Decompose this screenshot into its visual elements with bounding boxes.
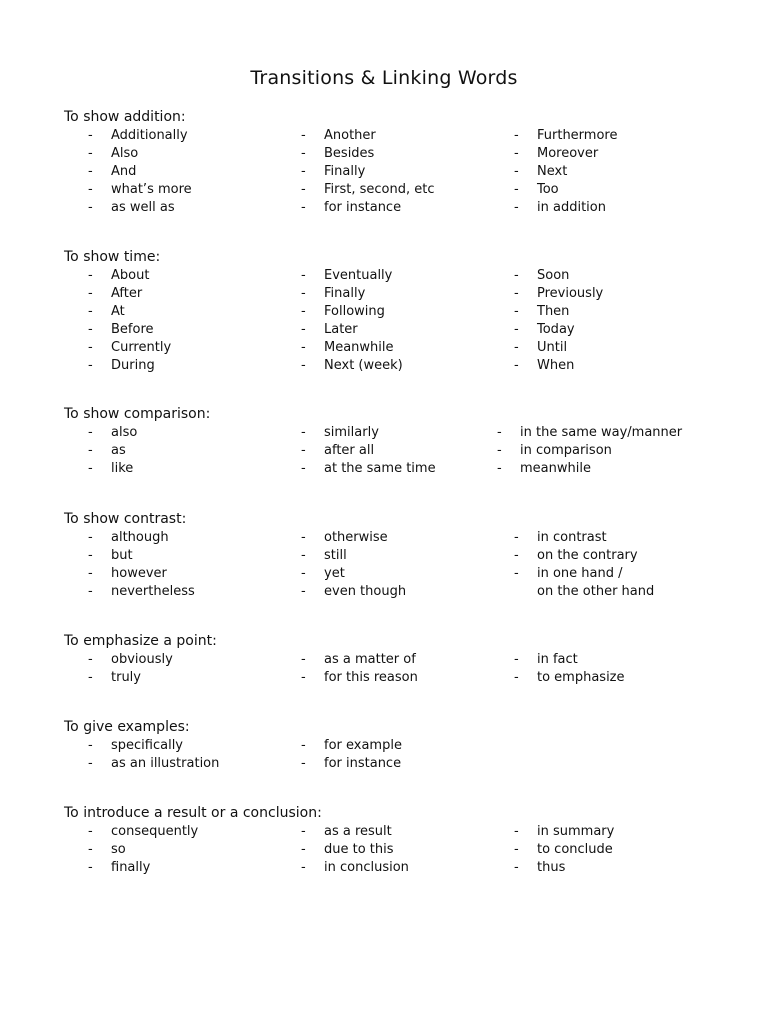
bullet-dash: - xyxy=(88,461,93,476)
list-item-text: nevertheless xyxy=(111,584,195,599)
section xyxy=(64,248,744,373)
list-item-text: Too xyxy=(537,182,559,197)
bullet-dash: - xyxy=(88,443,93,458)
section xyxy=(64,510,744,599)
list-item-text: Before xyxy=(111,322,154,337)
list-item-text: Moreover xyxy=(537,146,599,161)
list-item-text: During xyxy=(111,358,155,373)
list-item-text: as a matter of xyxy=(324,652,416,667)
bullet-dash: - xyxy=(497,425,502,440)
list-item-text: specifically xyxy=(111,738,184,753)
bullet-dash: - xyxy=(514,652,519,667)
section xyxy=(64,405,744,476)
list-item-text: Meanwhile xyxy=(324,340,394,355)
bullet-dash: - xyxy=(301,860,306,875)
list-item-text: as well as xyxy=(111,200,175,215)
list-item-text: Besides xyxy=(324,146,375,161)
bullet-dash: - xyxy=(301,304,306,319)
list-item-text: Next (week) xyxy=(324,358,403,373)
bullet-dash: - xyxy=(301,164,306,179)
list-item-text: Finally xyxy=(324,164,366,179)
bullet-dash: - xyxy=(301,824,306,839)
page-title: Transitions & Linking Words xyxy=(250,67,518,89)
section-heading: To show contrast: xyxy=(64,511,187,527)
bullet-dash: - xyxy=(514,824,519,839)
bullet-dash: - xyxy=(301,670,306,685)
list-item-text: for this reason xyxy=(324,670,418,685)
list-item-text: meanwhile xyxy=(520,461,591,476)
section-heading: To emphasize a point: xyxy=(64,633,217,649)
bullet-dash: - xyxy=(88,842,93,857)
bullet-dash: - xyxy=(88,200,93,215)
bullet-dash: - xyxy=(88,566,93,581)
section-heading: To give examples: xyxy=(64,719,190,735)
bullet-dash: - xyxy=(88,530,93,545)
list-item-text: as xyxy=(111,443,126,458)
bullet-dash: - xyxy=(88,304,93,319)
list-item-text: what’s more xyxy=(111,182,192,197)
list-item-text: Additionally xyxy=(111,128,188,143)
list-item-text: About xyxy=(111,268,150,283)
bullet-dash: - xyxy=(514,566,519,581)
bullet-dash: - xyxy=(514,146,519,161)
list-item-text: in one hand / xyxy=(537,566,623,581)
bullet-dash: - xyxy=(88,824,93,839)
list-item-text: finally xyxy=(111,860,151,875)
list-item-text: after all xyxy=(324,443,375,458)
list-item-text: as a result xyxy=(324,824,392,839)
list-item-text: Furthermore xyxy=(537,128,618,143)
bullet-dash: - xyxy=(88,584,93,599)
list-item-text: Another xyxy=(324,128,376,143)
list-item-text: in conclusion xyxy=(324,860,409,875)
section xyxy=(64,108,744,215)
bullet-dash: - xyxy=(514,670,519,685)
bullet-dash: - xyxy=(301,425,306,440)
bullet-dash: - xyxy=(88,756,93,771)
bullet-dash: - xyxy=(514,286,519,301)
bullet-dash: - xyxy=(88,358,93,373)
list-item-text: to conclude xyxy=(537,842,613,857)
list-item-text: First, second, etc xyxy=(324,182,435,197)
list-item-text: on the other hand xyxy=(537,584,655,599)
list-item-text: also xyxy=(111,425,138,440)
bullet-dash: - xyxy=(301,358,306,373)
bullet-dash: - xyxy=(301,652,306,667)
list-item-text: however xyxy=(111,566,167,581)
list-item-text: Previously xyxy=(537,286,604,301)
list-item-text: in the same way/manner xyxy=(520,425,683,440)
bullet-dash: - xyxy=(301,756,306,771)
list-item-text: for instance xyxy=(324,756,402,771)
bullet-dash: - xyxy=(514,860,519,875)
bullet-dash: - xyxy=(497,461,502,476)
section xyxy=(64,804,744,875)
bullet-dash: - xyxy=(88,182,93,197)
bullet-dash: - xyxy=(301,530,306,545)
bullet-dash: - xyxy=(88,322,93,337)
list-item-text: but xyxy=(111,548,133,563)
bullet-dash: - xyxy=(301,738,306,753)
list-item-text: thus xyxy=(537,860,566,875)
bullet-dash: - xyxy=(301,443,306,458)
bullet-dash: - xyxy=(301,340,306,355)
list-item-text: for instance xyxy=(324,200,402,215)
list-item-text: Currently xyxy=(111,340,172,355)
bullet-dash: - xyxy=(514,340,519,355)
section-heading: To show addition: xyxy=(64,109,186,125)
bullet-dash: - xyxy=(88,548,93,563)
list-item-text: similarly xyxy=(324,425,379,440)
bullet-dash: - xyxy=(514,548,519,563)
list-item-text: so xyxy=(111,842,126,857)
list-item-text: Then xyxy=(537,304,570,319)
list-item-text: Until xyxy=(537,340,568,355)
list-item-text: in fact xyxy=(537,652,578,667)
list-item-text: as an illustration xyxy=(111,756,220,771)
bullet-dash: - xyxy=(514,322,519,337)
section-heading: To introduce a result or a conclusion: xyxy=(64,805,322,821)
list-item-text: due to this xyxy=(324,842,394,857)
list-item-text: Later xyxy=(324,322,358,337)
bullet-dash: - xyxy=(301,268,306,283)
list-item-text: in comparison xyxy=(520,443,612,458)
list-item-text: to emphasize xyxy=(537,670,625,685)
list-item-text: After xyxy=(111,286,143,301)
list-item-text: obviously xyxy=(111,652,173,667)
bullet-dash: - xyxy=(88,146,93,161)
list-item-text: And xyxy=(111,164,137,179)
bullet-dash: - xyxy=(301,566,306,581)
bullet-dash: - xyxy=(514,530,519,545)
bullet-dash: - xyxy=(514,200,519,215)
bullet-dash: - xyxy=(301,842,306,857)
bullet-dash: - xyxy=(301,182,306,197)
bullet-dash: - xyxy=(497,443,502,458)
list-item-text: yet xyxy=(324,566,345,581)
bullet-dash: - xyxy=(88,128,93,143)
bullet-dash: - xyxy=(301,322,306,337)
bullet-dash: - xyxy=(88,286,93,301)
list-item-text: although xyxy=(111,530,169,545)
list-item-text: Eventually xyxy=(324,268,393,283)
bullet-dash: - xyxy=(514,358,519,373)
list-item-text: truly xyxy=(111,670,141,685)
bullet-dash: - xyxy=(514,182,519,197)
list-item-text: at the same time xyxy=(324,461,436,476)
section xyxy=(64,718,744,771)
bullet-dash: - xyxy=(88,670,93,685)
list-item-text: Finally xyxy=(324,286,366,301)
list-item-text: like xyxy=(111,461,134,476)
list-item-text: even though xyxy=(324,584,407,599)
bullet-dash: - xyxy=(301,128,306,143)
list-item-text: still xyxy=(324,548,347,563)
list-item-text: Following xyxy=(324,304,385,319)
bullet-dash: - xyxy=(514,268,519,283)
list-item-text: When xyxy=(537,358,575,373)
bullet-dash: - xyxy=(301,548,306,563)
bullet-dash: - xyxy=(301,286,306,301)
bullet-dash: - xyxy=(88,164,93,179)
bullet-dash: - xyxy=(88,860,93,875)
section-heading: To show comparison: xyxy=(64,406,211,422)
list-item-text: in contrast xyxy=(537,530,607,545)
bullet-dash: - xyxy=(301,200,306,215)
bullet-dash: - xyxy=(88,425,93,440)
list-item-text: in summary xyxy=(537,824,615,839)
bullet-dash: - xyxy=(301,461,306,476)
bullet-dash: - xyxy=(514,128,519,143)
list-item-text: Soon xyxy=(537,268,570,283)
list-item-text: on the contrary xyxy=(537,548,638,563)
bullet-dash: - xyxy=(88,268,93,283)
bullet-dash: - xyxy=(88,652,93,667)
list-item-text: consequently xyxy=(111,824,199,839)
list-item-text: At xyxy=(111,304,125,319)
list-item-text: Also xyxy=(111,146,139,161)
list-item-text: otherwise xyxy=(324,530,388,545)
bullet-dash: - xyxy=(88,738,93,753)
bullet-dash: - xyxy=(514,842,519,857)
list-item-text: for example xyxy=(324,738,402,753)
bullet-dash: - xyxy=(301,146,306,161)
section-heading: To show time: xyxy=(64,249,161,265)
section xyxy=(64,632,744,685)
bullet-dash: - xyxy=(88,340,93,355)
bullet-dash: - xyxy=(301,584,306,599)
bullet-dash: - xyxy=(514,304,519,319)
bullet-dash: - xyxy=(514,164,519,179)
list-item-text: Today xyxy=(537,322,575,337)
list-item-text: Next xyxy=(537,164,568,179)
list-item-text: in addition xyxy=(537,200,606,215)
